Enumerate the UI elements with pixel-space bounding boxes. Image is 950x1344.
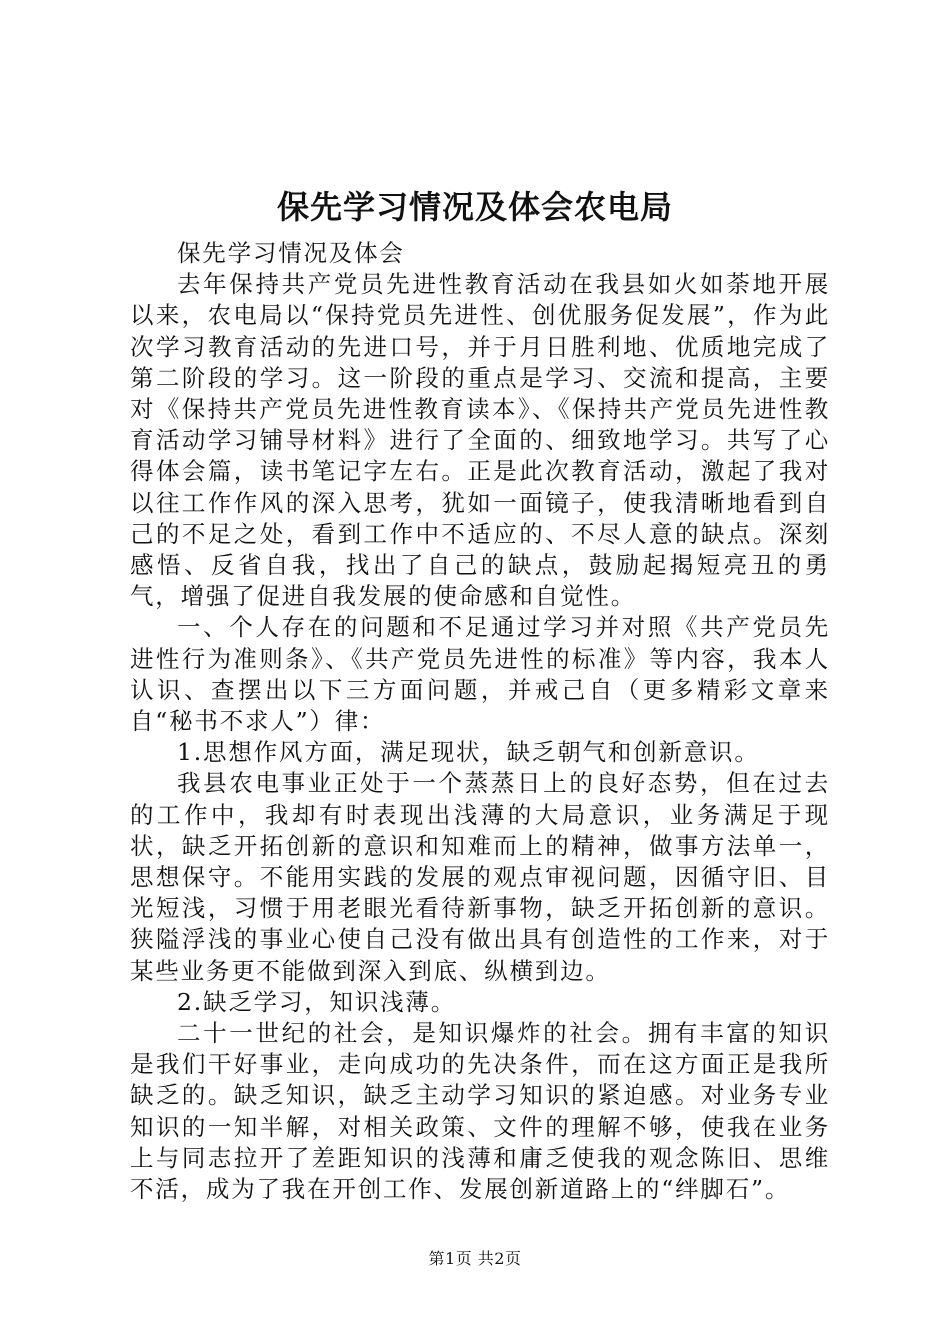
paragraph-problems-heading: 一、个人存在的问题和不足通过学习并对照《共产党员先进性行为准则条》、《共产党员先进性的标准》等内容，我本人认识、查摆出以下三方面问题，并戒己自（更多精彩文章来自“秘书不求人”）律： — [130, 613, 830, 736]
document-title: 保先学习情况及体会农电局 — [276, 188, 673, 226]
paragraph-intro: 去年保持共产党员先进性教育活动在我县如火如荼地开展以来，农电局以“保持党员先进性、创优服务促发展”，作为此次学习教育活动的先进口号，并于月日胜利地、优质地完成了第二阶段的学习。这一阶段的重点是学习、交流和提高，主要对《保持共产党员先进性教育读本》、《保持共产党员先进性教育活动学习铺导材料》进行了全面的、细致地学习。共写了心得体会篇，读书笔记字左右。正是此次教育活动，激起了我对以往工作作风的深入思考，犹如一面镜子，使我清晰地看到自己的不足之处，看到工作中不适应的、不尽人意的缺点。深刻感悟、反省自我，找出了自己的缺点，鼓励起揭短亮丑的勇气，增强了促进自我发展的使命感和自觉性。 — [130, 270, 830, 611]
paragraph-item-1-body: 我县农电事业正处于一个蒸蒸日上的良好态势，但在过去的工作中，我却有时表现出浅薄的大局意识，业务满足于现状，缺乏开拓创新的意识和知难而上的精神，做事方法单一，思想保守。不能用实践的发展的观点审视问题，因循守旧、目光短浅，习惯于用老眼光看待新事物，缺乏开拓创新的意识。狭隘浮浅的事业心使自己没有做出具有创造性的工作来，对于某些业务更不能做到深入到底、纵横到边。 — [130, 769, 830, 985]
document-body — [130, 238, 830, 1205]
paragraph-item-2-heading: 2.缺乏学习，知识浅薄。 — [177, 987, 457, 1016]
paragraph-item-2-body: 二十一世纪的社会，是知识爆炸的社会。拥有丰富的知识是我们干好事业，走向成功的先决条件，而在这方面正是我所缺乏的。缺乏知识，缺乏主动学习知识的紧迫感。对业务专业知识的一知半解，对相关政策、文件的理解不够，使我在业务上与同志拉开了差距知识的浅薄和庸乏使我的观念陈旧、思维不活，成为了我在开创工作、发展创新道路上的“绊脚石”。 — [130, 1019, 830, 1204]
paragraph-subtitle: 保先学习情况及体会 — [177, 239, 405, 267]
paragraph-item-1-heading: 1.思想作风方面，满足现状，缺乏朝气和创新意识。 — [177, 738, 760, 767]
page-number-footer: 第1页 共2页 — [428, 1249, 522, 1268]
